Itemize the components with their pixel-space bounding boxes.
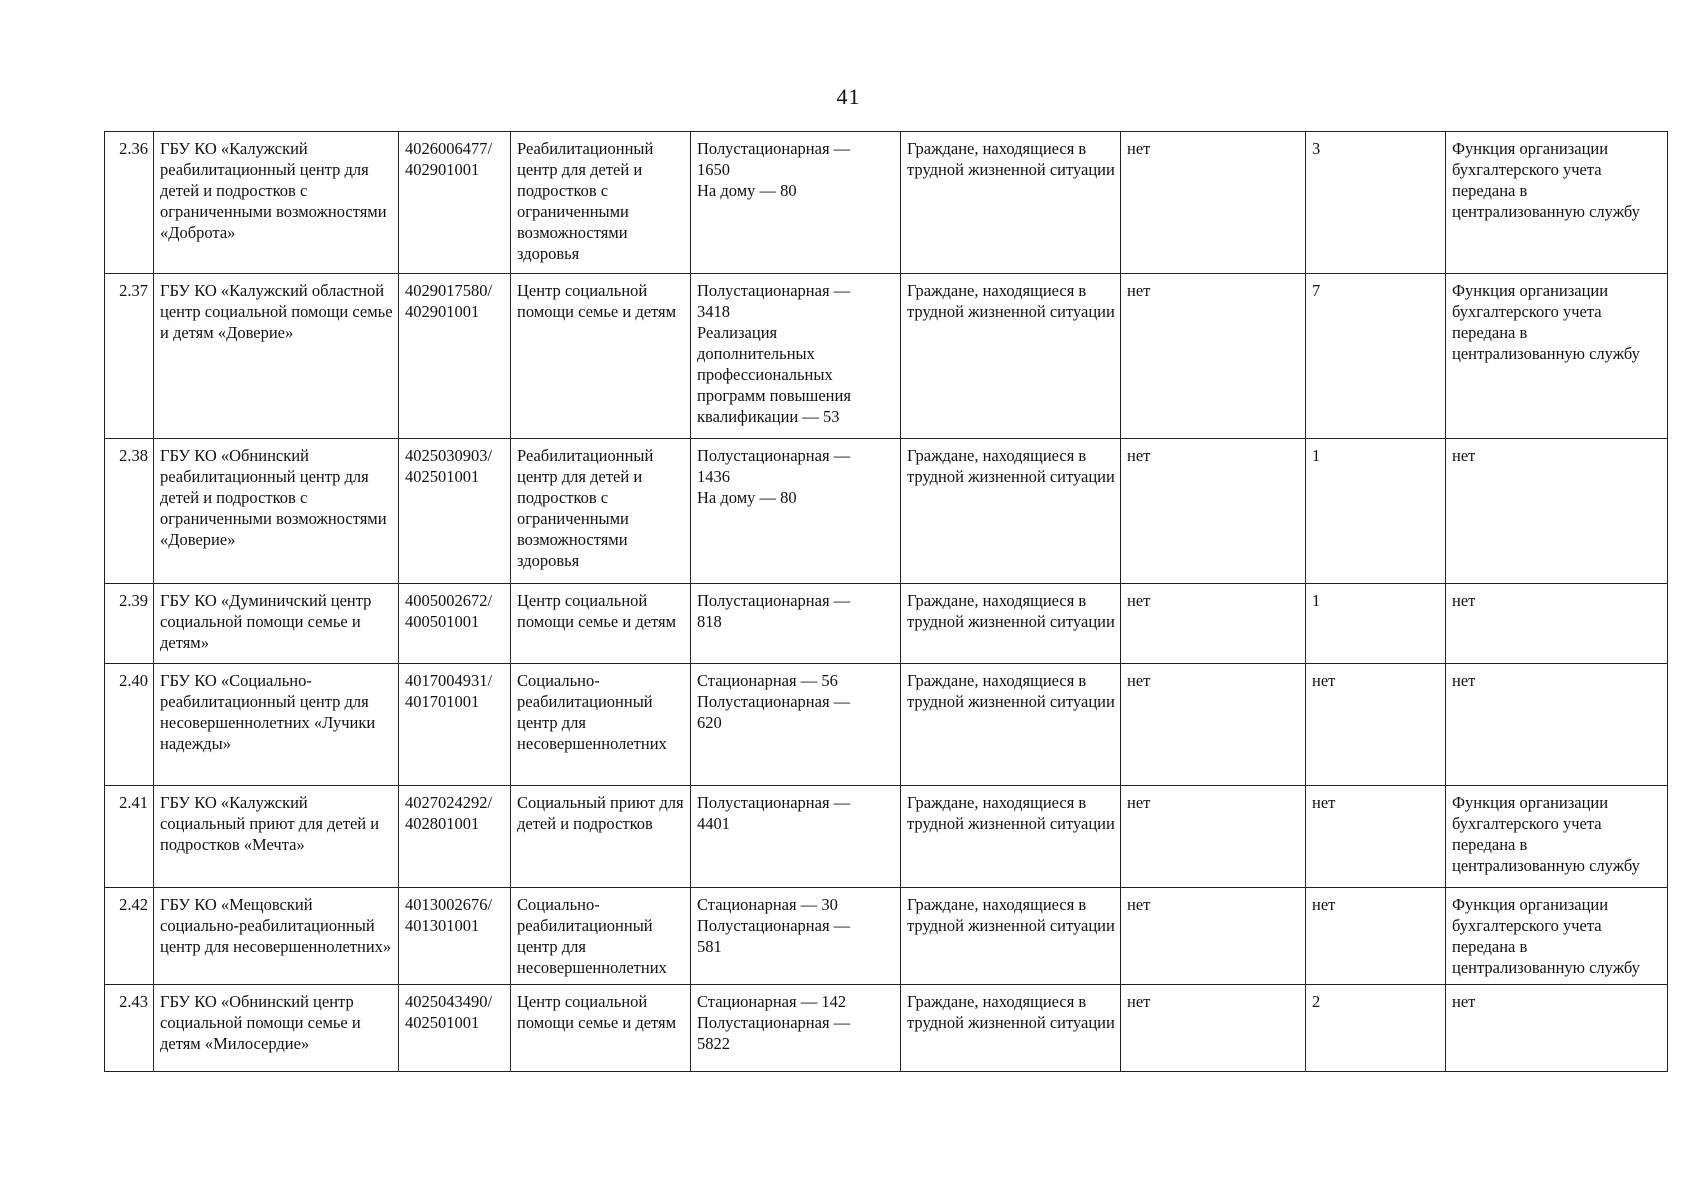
- column-7-value: нет: [1121, 664, 1306, 786]
- recipient-category: Граждане, находящиеся в трудной жизненной ситуации: [901, 439, 1121, 584]
- service-forms: Полустационарная — 1436 На дому — 80: [691, 439, 901, 584]
- column-7-value: нет: [1121, 274, 1306, 439]
- service-forms: Полустационарная — 4401: [691, 786, 901, 888]
- institution-name: ГБУ КО «Думиничский центр социальной помощи семье и детям»: [154, 584, 399, 664]
- column-8-value: 1: [1306, 439, 1446, 584]
- inn-kpp: 4029017580/ 402901001: [399, 274, 511, 439]
- table-row: [105, 439, 1668, 584]
- row-number: 2.36: [105, 132, 154, 274]
- inn-kpp: 4026006477/ 402901001: [399, 132, 511, 274]
- institution-type: Социально-реабилитационный центр для несовершеннолетних: [511, 888, 691, 985]
- note: Функция организации бухгалтерского учета передана в централизованную службу: [1446, 786, 1668, 888]
- service-forms: Стационарная — 30 Полустационарная — 581: [691, 888, 901, 985]
- institution-name: ГБУ КО «Калужский реабилитационный центр для детей и подростков с ограниченными возможностями «Доброта»: [154, 132, 399, 274]
- recipient-category: Граждане, находящиеся в трудной жизненной ситуации: [901, 888, 1121, 985]
- table-row: [105, 584, 1668, 664]
- row-number: 2.41: [105, 786, 154, 888]
- institution-name: ГБУ КО «Калужский социальный приют для детей и подростков «Мечта»: [154, 786, 399, 888]
- inn-kpp: 4013002676/ 401301001: [399, 888, 511, 985]
- recipient-category: Граждане, находящиеся в трудной жизненной ситуации: [901, 664, 1121, 786]
- institution-type: Реабилитационный центр для детей и подростков с ограниченными возможностями здоровья: [511, 439, 691, 584]
- column-8-value: нет: [1306, 786, 1446, 888]
- table-row: [105, 985, 1668, 1072]
- institution-name: ГБУ КО «Обнинский реабилитационный центр для детей и подростков с ограниченными возможностями «Доверие»: [154, 439, 399, 584]
- institution-type: Социально-реабилитационный центр для несовершеннолетних: [511, 664, 691, 786]
- column-7-value: нет: [1121, 439, 1306, 584]
- recipient-category: Граждане, находящиеся в трудной жизненной ситуации: [901, 786, 1121, 888]
- column-8-value: 3: [1306, 132, 1446, 274]
- note: Функция организации бухгалтерского учета передана в централизованную службу: [1446, 132, 1668, 274]
- institution-type: Центр социальной помощи семье и детям: [511, 274, 691, 439]
- table-row: [105, 274, 1668, 439]
- inn-kpp: 4025030903/ 402501001: [399, 439, 511, 584]
- column-8-value: нет: [1306, 664, 1446, 786]
- page-number: 41: [836, 84, 861, 109]
- service-forms: Полустационарная — 1650 На дому — 80: [691, 132, 901, 274]
- row-number: 2.38: [105, 439, 154, 584]
- row-number: 2.37: [105, 274, 154, 439]
- recipient-category: Граждане, находящиеся в трудной жизненной ситуации: [901, 274, 1121, 439]
- column-8-value: 1: [1306, 584, 1446, 664]
- table-row: [105, 888, 1668, 985]
- column-7-value: нет: [1121, 888, 1306, 985]
- column-7-value: нет: [1121, 584, 1306, 664]
- inn-kpp: 4027024292/ 402801001: [399, 786, 511, 888]
- note: Функция организации бухгалтерского учета передана в централизованную службу: [1446, 274, 1668, 439]
- row-number: 2.40: [105, 664, 154, 786]
- column-7-value: нет: [1121, 985, 1306, 1072]
- institution-type: Реабилитационный центр для детей и подростков с ограниченными возможностями здоровья: [511, 132, 691, 274]
- service-forms: Стационарная — 56 Полустационарная — 620: [691, 664, 901, 786]
- table-row: [105, 664, 1668, 786]
- recipient-category: Граждане, находящиеся в трудной жизненной ситуации: [901, 584, 1121, 664]
- table-row: [105, 786, 1668, 888]
- institution-type: Центр социальной помощи семье и детям: [511, 985, 691, 1072]
- row-number: 2.43: [105, 985, 154, 1072]
- note: Функция организации бухгалтерского учета передана в централизованную службу: [1446, 888, 1668, 985]
- note: нет: [1446, 985, 1668, 1072]
- table-row: [105, 132, 1668, 274]
- institution-type: Социальный приют для детей и подростков: [511, 786, 691, 888]
- institution-type: Центр социальной помощи семье и детям: [511, 584, 691, 664]
- institution-name: ГБУ КО «Мещовский социально-реабилитационный центр для несовершеннолетних»: [154, 888, 399, 985]
- inn-kpp: 4017004931/ 401701001: [399, 664, 511, 786]
- service-forms: Полустационарная — 818: [691, 584, 901, 664]
- row-number: 2.42: [105, 888, 154, 985]
- column-8-value: нет: [1306, 888, 1446, 985]
- inn-kpp: 4005002672/ 400501001: [399, 584, 511, 664]
- institution-name: ГБУ КО «Обнинский центр социальной помощи семье и детям «Милосердие»: [154, 985, 399, 1072]
- institution-name: ГБУ КО «Калужский областной центр социальной помощи семье и детям «Доверие»: [154, 274, 399, 439]
- column-8-value: 2: [1306, 985, 1446, 1072]
- service-forms: Полустационарная — 3418 Реализация дополнительных профессиональных программ повышения квалификации — 53: [691, 274, 901, 439]
- column-7-value: нет: [1121, 786, 1306, 888]
- note: нет: [1446, 439, 1668, 584]
- institutions-table: [104, 131, 1668, 1072]
- column-7-value: нет: [1121, 132, 1306, 274]
- service-forms: Стационарная — 142 Полустационарная — 5822: [691, 985, 901, 1072]
- recipient-category: Граждане, находящиеся в трудной жизненной ситуации: [901, 132, 1121, 274]
- note: нет: [1446, 584, 1668, 664]
- recipient-category: Граждане, находящиеся в трудной жизненной ситуации: [901, 985, 1121, 1072]
- inn-kpp: 4025043490/ 402501001: [399, 985, 511, 1072]
- row-number: 2.39: [105, 584, 154, 664]
- institution-name: ГБУ КО «Социально-реабилитационный центр для несовершеннолетних «Лучики надежды»: [154, 664, 399, 786]
- note: нет: [1446, 664, 1668, 786]
- column-8-value: 7: [1306, 274, 1446, 439]
- table-body: [105, 132, 1668, 1072]
